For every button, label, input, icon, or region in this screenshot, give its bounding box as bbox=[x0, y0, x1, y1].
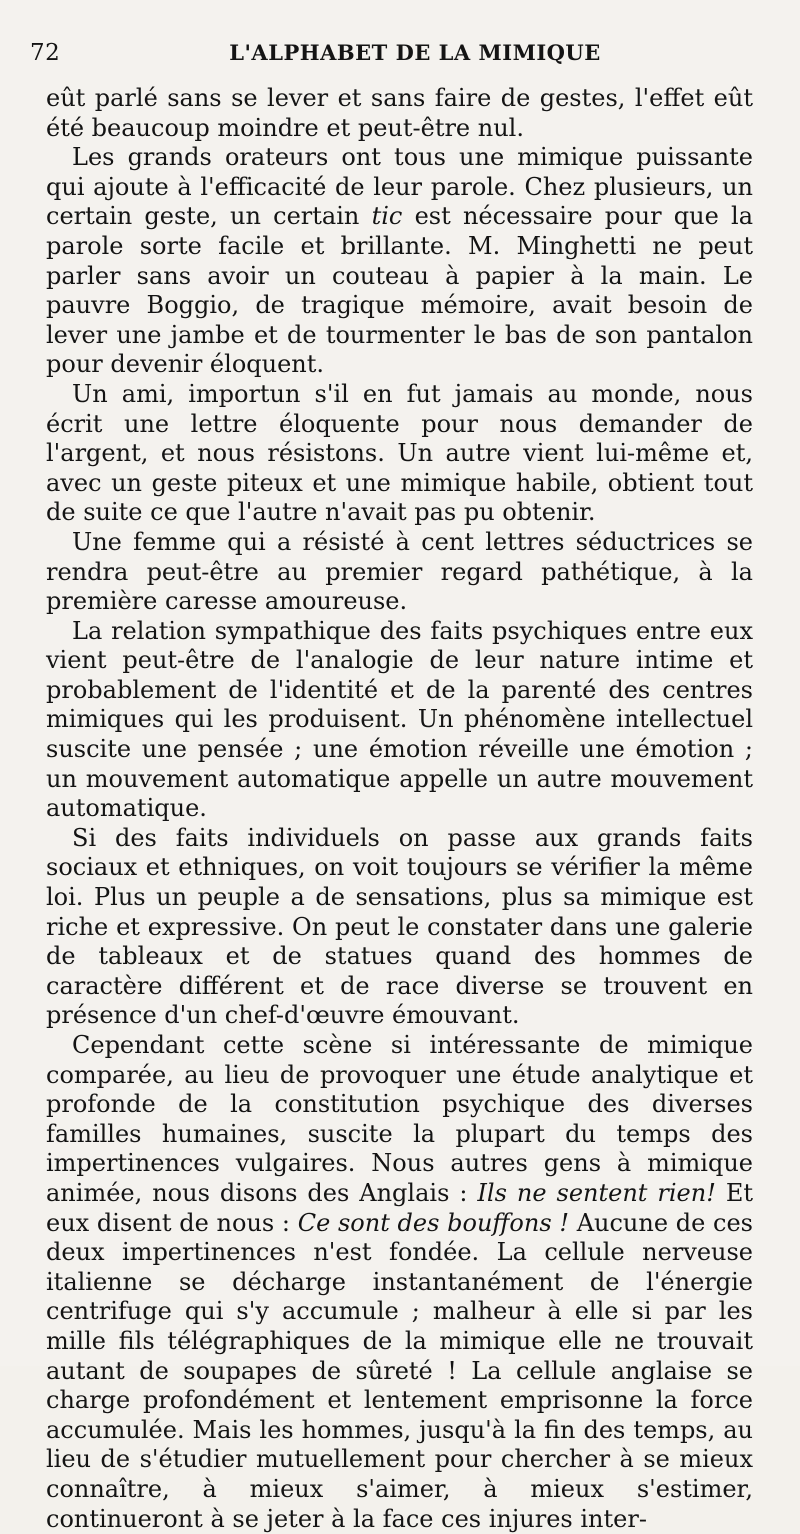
text-run: eût parlé sans se lever et sans faire de gestes, l'effet eût été beaucoup moindre et peut-être nul. bbox=[46, 84, 753, 142]
text-run: Un ami, importun s'il en fut jamais au monde, nous écrit une lettre éloquente pour nous demander de l'argent, et nous résistons. Un autre vient lui-même et, avec un geste piteux et une mimique habile, obtient tout de suite ce que l'autre n'avait pas pu obtenir. bbox=[46, 379, 753, 527]
page-number: 72 bbox=[30, 40, 61, 66]
paragraph-3 bbox=[46, 380, 753, 528]
text-run: Si des faits individuels on passe aux grands faits sociaux et ethniques, on voit toujours se vérifier la même loi. Plus un peuple a de sensations, plus sa mimique est riche et expressive. On peut le constater dans une galerie de tableaux et de statues quand des hommes de caractère différent et de race diverse se trouvent en présence d'un chef-d'œuvre émouvant. bbox=[46, 823, 753, 1030]
text-run: est nécessaire pour que la parole sorte facile et brillante. M. Minghetti ne peut parler sans avoir un couteau à papier à la main. Le pauvre Boggio, de tragique mémoire, avait besoin de lever une jambe et de tourmenter le bas de son pantalon pour devenir éloquent. bbox=[46, 202, 754, 379]
text-run: Cependant cette scène si intéressante de mimique comparée, au lieu de provoquer une étude analytique et profonde de la constitution psychique des diverses familles humaines, suscite la plupart du temps des impertinences vulgaires. Nous autres gens à mimique animée, nous disons des Anglais : bbox=[46, 1031, 753, 1207]
paragraph-1 bbox=[46, 84, 753, 143]
text-run: Aucune de ces deux impertinences n'est fondée. La cellule nerveuse italienne se décharge instantanément de l'énergie centrifuge qui s'y accumule ; malheur à elle si par les mille fils télégraphiques de la mimique elle ne trouvait autant de soupapes de sûreté ! La cellule anglaise se charge profondément et lentement emprisonne la force accumulée. Mais les hommes, jusqu'à la fin des temps, au lieu de s'étudier mutuellement pour chercher à se mieux connaître, à mieux s'aimer, à mieux s'estimer, continueront à se jeter à la face ces injures inter- bbox=[46, 1208, 753, 1533]
italic-quote: Ce sont des bouffons ! bbox=[297, 1208, 569, 1237]
paragraph-4 bbox=[46, 528, 753, 617]
italic-quote: Ils ne sentent rien! bbox=[477, 1178, 716, 1207]
page-header bbox=[30, 40, 760, 70]
text-run: La relation sympathique des faits psychiques entre eux vient peut-être de l'analogie de leur nature intime et probablement de l'identité et de la parenté des centres mimiques qui les produisent. Un phénomène intellectuel suscite une pensée ; une émotion réveille une émotion ; un mouvement automatique appelle un autre mouvement automatique. bbox=[46, 616, 753, 823]
paragraph-6 bbox=[46, 824, 753, 1031]
paragraph-7 bbox=[46, 1031, 753, 1534]
text-run: Les grands orateurs ont tous une mimique puissante qui ajoute à l'efficacité de leur parole. Chez plusieurs, un certain geste, un certain bbox=[46, 143, 753, 231]
body-text bbox=[46, 84, 753, 1534]
text-run: Une femme qui a résisté à cent lettres séductrices se rendra peut-être au premier regard pathétique, à la première caresse amoureuse. bbox=[46, 527, 753, 616]
italic-term: tic bbox=[371, 202, 403, 231]
paragraph-5 bbox=[46, 617, 753, 824]
paragraph-2 bbox=[46, 143, 753, 380]
running-title: L'ALPHABET DE LA MIMIQUE bbox=[229, 40, 601, 65]
text-run: Et eux disent de nous : bbox=[46, 1178, 753, 1237]
